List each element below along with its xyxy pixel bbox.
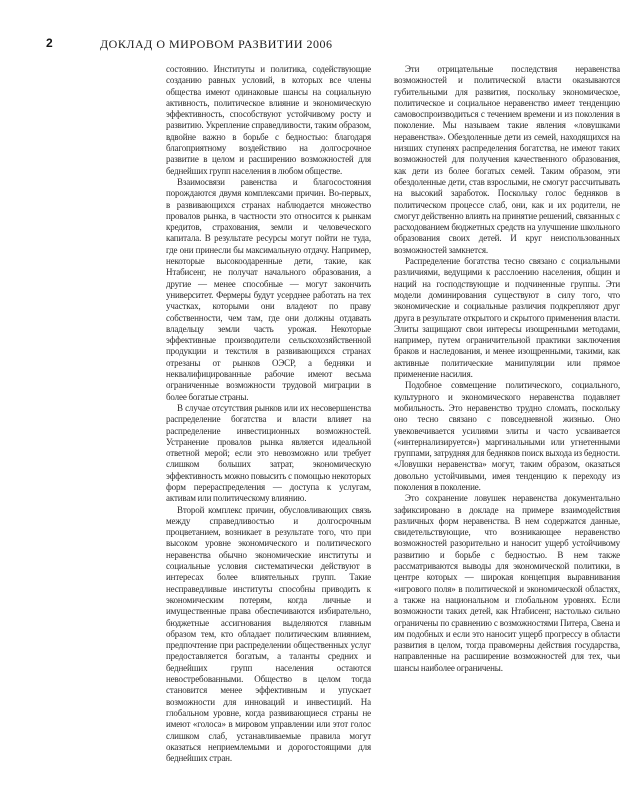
running-head-title: ДОКЛАД О МИРОВОМ РАЗВИТИИ 2006 bbox=[100, 37, 333, 51]
paragraph: Эти отрицательные последствия неравенства возможностей и политической власти оказываются губительными для развития, поскольку экономическое, политическое и социальное неравенство имеет тенденцию самовоспроизводиться с течением времени и из поколения в поколение. Мы называем такие явления «ловушками неравенства». Обездоленные дети из семей, находящихся на низших ступенях распределения богатства, не имеют таких возможностей для получения качественного образования, как дети из более богатых семей. Таким образом, эти обездоленные дети, став взрослыми, не смогут рассчитывать на высокий заработок. Поскольку голос бедняков в политическом процессе слаб, они, как и их родители, не смогут действенно влиять на принятие решений, связанных с расходованием бюджетных средств на улучшение школьного образования своих детей. И круг неиспользованных возможностей замкнется. bbox=[394, 64, 620, 255]
paragraph: Взаимосвязи равенства и благосостояния порождаются двумя комплексами причин. Во-первых, в развивающихся странах наблюдается множество провалов рынка, в частности это относится к рынкам кредитов, страхования, земли и человеческого капитала. В результате ресурсы могут пойти не туда, где они принесли бы максимальную отдачу. Например, некоторые высокоодаренные дети, такие, как Нтабисенг, не получат начального образования, а другие — менее способные — могут закончить университет. Фермеры будут усерднее работать на тех участках, которыми они владеют по праву собственности, чем там, где они должны отдавать владельцу земли часть урожая. Некоторые эффективные производители сельскохозяйственной продукции и текстиля в развивающихся странах отрезаны от рынков ОЭСР, а бедняки и неквалифицированные рабочие имеют весьма ограниченные возможности трудовой миграции в более богатые страны. bbox=[166, 176, 371, 402]
text-column-right bbox=[394, 64, 620, 674]
paragraph: В случае отсутствия рынков или их несовершенства распределение богатства и власти влияет на распределение инвестиционных возможностей. Устранение провалов рынка является идеальной ответной мерой; если это невозможно или требует слишком больших затрат, экономическую эффективность можно повысить с помощью некоторых форм перераспределения — доступа к услугам, активам или политическому влиянию. bbox=[166, 402, 371, 504]
page-number: 2 bbox=[46, 36, 53, 50]
text-column-left bbox=[166, 64, 371, 764]
paragraph: Это сохранение ловушек неравенства документально зафиксировано в докладе на примере взаимодействия различных форм неравенства. В нем содержатся данные, свидетельствующие, что возникающее неравенство возможностей разорительно и наносит ущерб устойчивому развитию и борьбе с бедностью. В нем также рассматриваются выводы для экономической политики, в центре которых — широкая концепция выравнивания «игрового поля» в политической и экономической областях, а также на национальном и глобальном уровнях. Если возможности таких детей, как Нтабисенг, настолько сильно ограничены по сравнению с возможностями Питера, Свена и им подобных и если это наносит ущерб прогрессу в области развития в целом, тогда правомерны действия государства, направленные на расширение возможностей для тех, чьи шансы наиболее ограничены. bbox=[394, 493, 620, 673]
paragraph: Распределение богатства тесно связано с социальными различиями, ведущими к расслоению населения, общин и наций на господствующие и подчиненные группы. Эти модели доминирования существуют в силу того, что экономические и социальные различия подкрепляют друг друга в результате открытого и скрытого применения власти. Элиты защищают свои интересы изощренными методами, например, путем ограничительной практики заключения браков и наследования, и менее изощренными, такими, как активные политические манипуляции или прямое применение насилия. bbox=[394, 256, 620, 380]
paragraph: состоянию. Институты и политика, содействующие созданию равных условий, в которых все члены общества имеют одинаковые шансы на социальную активность, политическое влияние и экономическую эффективность, способствуют устойчивому росту и развитию. Укрепление справедливости, таким образом, вдвойне важно в борьбе с бедностью: благодаря благоприятному воздействию на долгосрочное развитие в целом и расширению возможностей для беднейших групп населения в любом обществе. bbox=[166, 64, 371, 176]
paragraph: Подобное совмещение политического, социального, культурного и экономического неравенства подавляет мобильность. Это неравенство трудно сломать, поскольку оно тесно связано с повседневной жизнью. Оно увековечивается усилиями элиты и часто усваивается («интернализируется») маргинальными или угнетенными группами, затрудняя для бедняков поиск выхода из бедности. «Ловушки неравенства» могут, таким образом, оказаться довольно устойчивыми, имея тенденцию к переходу из поколения в поколение. bbox=[394, 380, 620, 492]
paragraph: Второй комплекс причин, обусловливающих связь между справедливостью и долгосрочным процветанием, возникает в результате того, что при высоком уровне экономического и политического неравенства обычно экономические институты и социальные условия систематически действуют в интересах более влиятельных групп. Такие несправедливые институты способны приводить к экономическим потерям, когда личные и имущественные права обеспечиваются избирательно, бюджетные ассигнования выделяются главным образом тем, кто обладает политическим влиянием, предпочтение при распределении общественных услуг предоставляется богатым, а таланты средних и беднейших групп населения остаются невостребованными. Общество в целом тогда становится менее эффективным и упускает возможности для инноваций и инвестиций. На глобальном уровне, когда развивающиеся страны не имеют «голоса» в мировом управлении или этот голос слишком слаб, устанавливаемые правила могут оказаться неприемлемыми и дорогостоящими для беднейших стран. bbox=[166, 504, 371, 764]
